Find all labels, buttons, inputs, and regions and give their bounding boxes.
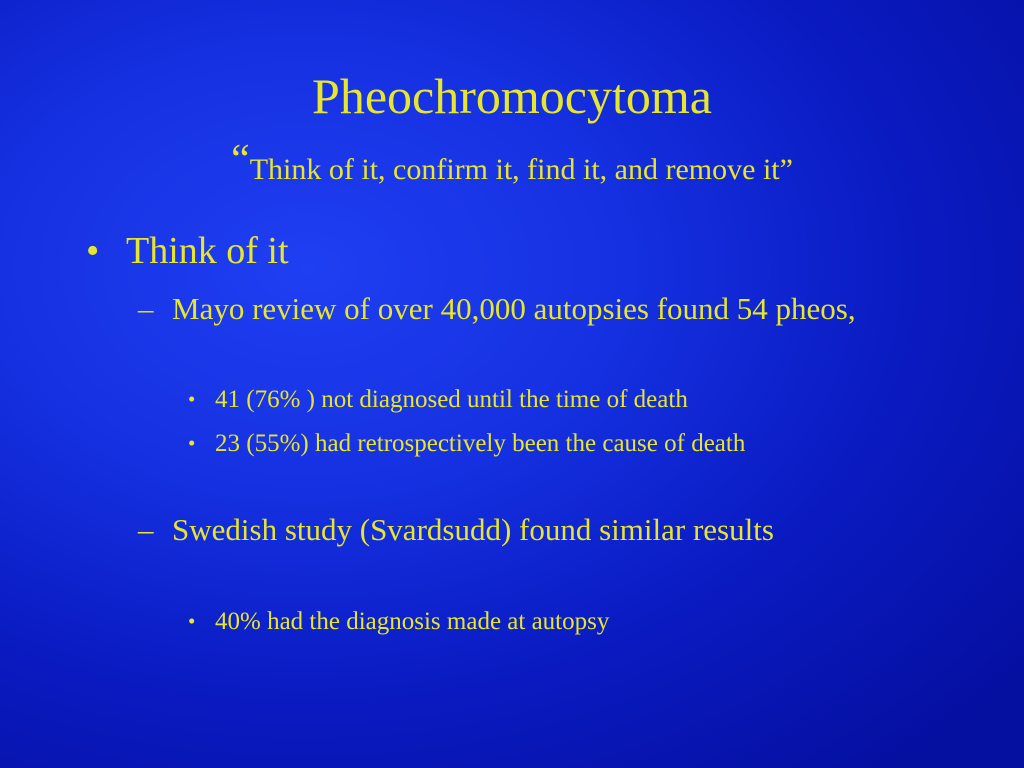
bullet-text: 23 (55%) had retrospectively been the cause of death (215, 430, 746, 457)
subtitle-text: Think of it, confirm it, find it, and remove it” (249, 153, 793, 186)
bullet-text: 41 (76% ) not diagnosed until the time of death (215, 386, 688, 413)
bullet-level2 (138, 290, 938, 328)
bullet-level3 (188, 603, 868, 640)
bullet-marker: – (138, 291, 154, 326)
bullet-text: Swedish study (Svardsudd) found similar results (172, 512, 774, 547)
bullet-marker: – (138, 512, 154, 547)
subtitle-open-quote: “ (231, 137, 250, 183)
bullet-level1 (86, 228, 986, 274)
bullet-level2 (138, 511, 878, 549)
bullet-marker: • (86, 230, 100, 272)
bullet-text: 40% had the diagnosis made at autopsy (215, 608, 610, 635)
bullet-marker: • (188, 609, 196, 633)
bullet-marker: • (188, 431, 196, 455)
bullet-level3 (188, 425, 888, 462)
slide-title: Pheochromocytoma (312, 68, 712, 124)
bullet-text: Think of it (126, 230, 289, 272)
bullet-text: Mayo review of over 40,000 autopsies found 54 pheos, (172, 291, 856, 326)
bullet-marker: • (188, 387, 196, 411)
bullet-level3 (188, 381, 868, 418)
